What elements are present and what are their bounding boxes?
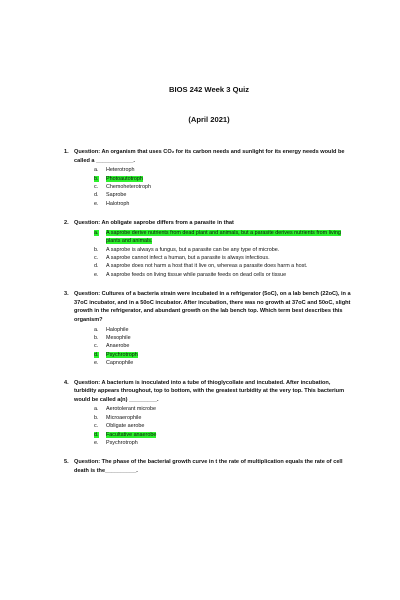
option-text <box>106 334 354 342</box>
question-text: Question: The phase of the bacterial growth curve in t the rate of multiplication equals the rate of cell death is the__________. <box>74 459 343 475</box>
option-letter <box>94 191 106 199</box>
answer-options <box>64 326 354 368</box>
option-text <box>106 431 354 439</box>
option-text-content: A saprobe feeds on living tissue while parasite feeds on dead cells or tissue <box>106 271 287 278</box>
option-letter <box>94 183 106 191</box>
option-letter <box>94 359 106 367</box>
option-letter <box>94 271 106 279</box>
answer-options <box>64 405 354 447</box>
option-letter <box>94 431 106 439</box>
option-text <box>106 422 354 430</box>
option-text <box>106 271 354 279</box>
question-number: 1. <box>64 149 69 155</box>
question-number: 3. <box>64 291 69 298</box>
question-header <box>64 379 354 405</box>
option-letter <box>94 200 106 208</box>
question-text: Question: Cultures of a bacteria strain were incubated in a refrigerator (5oC), on a lab bench (22oC), in a 37oC incubator, and in a 50oC incubator. After incubation, there was no growth at 37oC and 50oC, slight growth in the refrigerator, and abundant growth on the lab bench top. Which term best describes this organism? <box>74 291 351 324</box>
page-subtitle: (April 2021) <box>188 115 230 124</box>
question-text: Question: A bacterium is inoculated into a tube of thioglycollate and incubated. After incubation, turbidity appears throughout, top to bottom, with the greatest turbidity at the very top. This bacterium would be called a(n) _________. <box>74 379 345 403</box>
answer-option-highlighted <box>94 229 354 246</box>
option-text <box>106 262 354 270</box>
option-text <box>106 200 354 208</box>
option-letter-text: c. <box>94 423 99 430</box>
option-letter-text: d. <box>94 351 99 358</box>
option-letter <box>94 166 106 174</box>
option-letter-text: e. <box>94 440 99 447</box>
option-text-content: Heterotroph <box>106 167 135 174</box>
option-text <box>106 439 354 447</box>
option-text-content: A saprobe does not harm a host that it live on, whereas a parasite does harm a host. <box>106 263 308 270</box>
answer-option-highlighted <box>94 351 354 359</box>
option-text <box>106 166 354 174</box>
option-text <box>106 342 354 350</box>
option-text <box>106 175 354 183</box>
answer-option-highlighted <box>94 431 354 439</box>
option-text-content: Halophile <box>106 326 129 333</box>
option-text <box>106 246 354 254</box>
option-letter <box>94 262 106 270</box>
option-text-content: Photoautotroph <box>106 175 143 182</box>
option-text <box>106 414 354 422</box>
question-item <box>64 219 354 279</box>
option-text-content: Obligate aerobe <box>106 423 145 430</box>
option-letter <box>94 334 106 342</box>
option-text <box>106 405 354 413</box>
answer-option-highlighted <box>94 175 354 183</box>
option-letter <box>94 254 106 262</box>
option-text-content: Mesophile <box>106 335 131 342</box>
answer-option <box>94 405 354 413</box>
answer-option <box>94 191 354 199</box>
option-letter <box>94 439 106 447</box>
option-text <box>106 326 354 334</box>
option-text-content: Psychrotroph <box>106 351 138 358</box>
question-text: Question: An obligate saprobe differs from a parasite in that <box>74 220 234 227</box>
option-text-content: A saprobe is always a fungus, but a parasite can be any type of microbe. <box>106 246 280 253</box>
option-letter <box>94 246 106 254</box>
question-number: 2. <box>64 220 69 227</box>
answer-option <box>94 271 354 279</box>
option-text-content: Halotroph <box>106 200 130 207</box>
page-title: BIOS 242 Week 3 Quiz <box>168 85 250 94</box>
answer-option <box>94 166 354 174</box>
answer-option <box>94 334 354 342</box>
option-text-content: A saprobe cannot infect a human, but a parasite is always infectious. <box>106 255 270 262</box>
answer-option <box>94 422 354 430</box>
option-letter <box>94 229 106 246</box>
answer-option <box>94 254 354 262</box>
question-header <box>64 290 354 324</box>
option-letter-text: b. <box>94 414 99 421</box>
option-letter-text: e. <box>94 200 99 207</box>
option-text <box>106 359 354 367</box>
option-letter-text: c. <box>94 343 99 350</box>
option-text-content: Chemoheterotroph <box>106 184 151 190</box>
option-letter-text: d. <box>94 431 99 438</box>
question-item <box>64 379 354 448</box>
question-number: 4. <box>64 379 69 386</box>
option-letter-text: c. <box>94 184 99 190</box>
answer-option <box>94 183 354 191</box>
question-header <box>64 148 354 165</box>
option-letter <box>94 405 106 413</box>
option-letter <box>94 326 106 334</box>
question-item <box>64 148 354 208</box>
option-letter-text: d. <box>94 192 99 199</box>
option-letter <box>94 414 106 422</box>
option-text-content: A saprobe derive nutrients from dead plant and animals, but a parasite derives nutrients from living plants and animals. <box>106 229 341 245</box>
option-text-content: Anaerobe <box>106 343 130 350</box>
answer-option <box>94 359 354 367</box>
option-text <box>106 183 354 191</box>
option-text-content: Facultative anaerobe <box>106 431 157 438</box>
answer-options <box>64 229 354 279</box>
answer-option <box>94 414 354 422</box>
option-letter-text: b. <box>94 175 99 182</box>
option-letter <box>94 175 106 183</box>
answer-option <box>94 326 354 334</box>
option-letter-text: a. <box>94 167 99 174</box>
option-letter-text: b. <box>94 335 99 342</box>
option-text <box>106 351 354 359</box>
question-list <box>64 148 354 476</box>
answer-option <box>94 200 354 208</box>
option-letter-text: c. <box>94 255 99 262</box>
question-item <box>64 458 354 475</box>
question-item <box>64 290 354 367</box>
question-header <box>64 219 354 228</box>
option-text-content: Aerotolerant microbe <box>106 406 157 413</box>
option-text <box>106 229 354 246</box>
option-letter <box>94 342 106 350</box>
option-text-content: Capnophile <box>106 360 134 367</box>
option-text <box>106 191 354 199</box>
answer-options <box>64 166 354 208</box>
question-number: 5. <box>64 459 69 466</box>
option-letter-text: a. <box>94 326 99 333</box>
option-letter <box>94 351 106 359</box>
option-letter-text: d. <box>94 263 99 270</box>
option-letter-text: e. <box>94 360 99 367</box>
option-letter-text: a. <box>94 229 99 236</box>
option-text-content: Microaerophile <box>106 414 142 421</box>
option-letter <box>94 422 106 430</box>
question-text: Question: An organism that uses CO₂ for its carbon needs and sunlight for its energy needs would be called a ____________. <box>74 149 345 164</box>
question-header <box>64 458 354 475</box>
option-text-content: Psychrotroph <box>106 440 138 447</box>
answer-option <box>94 342 354 350</box>
answer-option <box>94 262 354 270</box>
option-letter-text: e. <box>94 271 99 278</box>
option-letter-text: a. <box>94 406 99 413</box>
option-text <box>106 254 354 262</box>
answer-option <box>94 439 354 447</box>
option-letter-text: b. <box>94 246 99 253</box>
option-text-content: Saprobe <box>106 192 127 199</box>
answer-option <box>94 246 354 254</box>
